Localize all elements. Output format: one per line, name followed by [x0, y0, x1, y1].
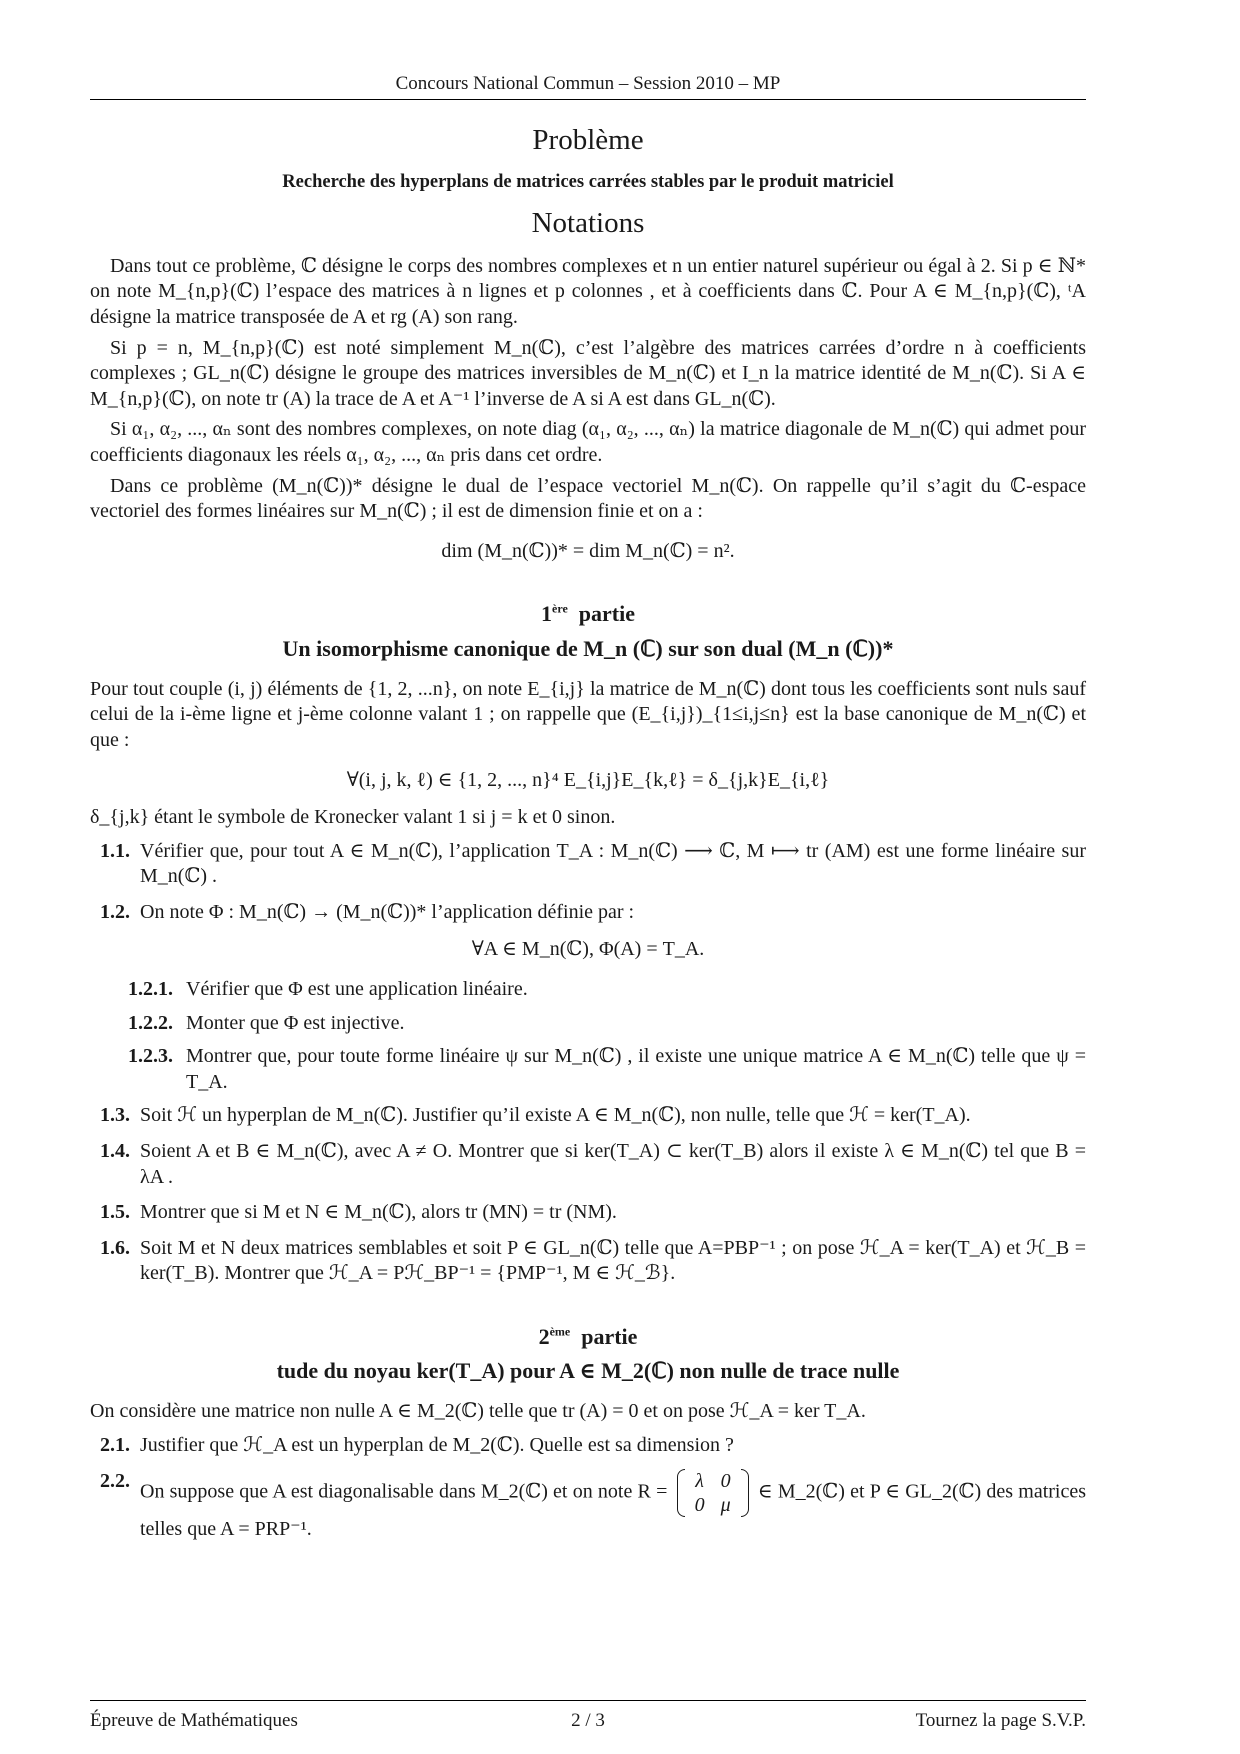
matrix-cell: 0 — [720, 1469, 731, 1492]
part-2-label: partie — [581, 1324, 638, 1350]
part-1-intro: Pour tout couple (i, j) éléments de {1, 2, ...n}, on note E_{i,j} la matrice de M_n(ℂ) dont tous les coefficients sont nuls sauf celui de la i-ème ligne et j-ème colonne valant 1 ; on rappelle que (E_{i,j})_{1≤i,j≤n} est la base canonique de M_n(ℂ) et que : — [90, 677, 1086, 751]
matrix-cell: μ — [720, 1493, 731, 1516]
dual-dimension-equation: dim (M_n(ℂ))* = dim M_n(ℂ) = n². — [441, 539, 735, 562]
footer-right: Tournez la page S.V.P. — [915, 1710, 1086, 1731]
question-1-2 — [90, 900, 1086, 926]
problem-subtitle: Recherche des hyperplans de matrices carrées stables par le produit matriciel — [282, 172, 894, 193]
notations-paragraph: Dans ce problème (M_n(ℂ))* désigne le dual de l’espace vectoriel M_n(ℂ). On rappelle qu’il s’agit du ℂ-espace vectoriel des formes linéaires sur M_n(ℂ) ; il est de dimension finie et on a : — [90, 474, 1086, 523]
question-1-2-1 — [90, 977, 1086, 1003]
question-number: 1.4. — [100, 1140, 130, 1163]
question-text: Montrer que si M et N ∈ M_n(ℂ), alors tr (MN) = tr (NM). — [140, 1201, 617, 1224]
question-text: Monter que Φ est injective. — [186, 1011, 405, 1034]
question-number: 1.2.3. — [128, 1045, 173, 1068]
part-1-number: 1 — [541, 601, 553, 627]
question-number: 1.6. — [100, 1236, 130, 1259]
phi-definition-equation: ∀A ∈ M_n(ℂ), Φ(A) = T_A. — [471, 938, 705, 961]
part-1-ordinal: ère — [552, 602, 568, 617]
question-text: On note Φ : M_n(ℂ) → (M_n(ℂ))* l’application définie par : — [140, 900, 635, 923]
exam-page — [90, 0, 1086, 1754]
part-1-title: Un isomorphisme canonique de M_n (ℂ) sur son dual (M_n (ℂ))* — [282, 635, 894, 661]
question-1-6 — [90, 1236, 1086, 1287]
part-2-title: tude du noyau ker(T_A) pour A ∈ M_2(ℂ) non nulle de trace nulle — [276, 1358, 900, 1384]
part-2-ordinal: ème — [549, 1324, 571, 1339]
matrix-cell: λ — [695, 1469, 704, 1492]
question-text: Justifier que ℋ_A est un hyperplan de M_2(ℂ). Quelle est sa dimension ? — [140, 1433, 734, 1456]
question-number: 1.3. — [100, 1104, 130, 1127]
footer-left: Épreuve de Mathématiques — [90, 1710, 298, 1731]
question-number: 1.1. — [100, 839, 130, 862]
footer-rule — [90, 1700, 1086, 1701]
notations-title: Notations — [531, 206, 645, 239]
question-2-1 — [90, 1433, 1086, 1459]
question-text: Vérifier que, pour tout A ∈ M_n(ℂ), l’application T_A : M_n(ℂ) ⟶ ℂ, M ⟼ tr (AM) est une forme linéaire sur M_n(ℂ) . — [140, 839, 1086, 888]
page-number: 2 / 3 — [571, 1710, 605, 1731]
question-text: Montrer que, pour toute forme linéaire ψ sur M_n(ℂ) , il existe une unique matrice A ∈ M_n(ℂ) telle que ψ = T_A. — [186, 1045, 1086, 1093]
part-1-heading — [90, 600, 1086, 628]
notations-paragraph: Dans tout ce problème, ℂ désigne le corps des nombres complexes et n un entier naturel supérieur ou égal à 2. Si p ∈ ℕ* on note M_{n,p}(ℂ) l’espace des matrices à n lignes et p colonnes , et à coefficients dans ℂ. Pour A ∈ M_{n,p}(ℂ), ᵗA désigne la matrice transposée de A et rg (A) son rang. — [90, 254, 1086, 329]
question-text: Soit M et N deux matrices semblables et soit P ∈ GL_n(ℂ) telle que A=PBP⁻¹ ; on pose ℋ_A = ker(T_A) et ℋ_B = ker(T_B). Montrer que ℋ_A = Pℋ_BP⁻¹ = {PMP⁻¹, M ∈ ℋ_ℬ}. — [140, 1236, 1086, 1285]
question-text: On suppose que A est diagonalisable dans M_2(ℂ) et on note R = — [140, 1480, 668, 1503]
question-text: ∈ M_2(ℂ) et P ∈ GL_2(ℂ) des matrices telles que A = PRP⁻¹. — [140, 1480, 1087, 1540]
question-number: 1.2.1. — [128, 978, 173, 1001]
part-2-number: 2 — [538, 1324, 550, 1350]
question-1-1 — [90, 839, 1086, 890]
question-number: 1.2.2. — [128, 1011, 173, 1034]
question-1-3 — [90, 1103, 1086, 1129]
question-1-2-3 — [90, 1044, 1086, 1095]
part-2-intro: On considère une matrice non nulle A ∈ M_2(ℂ) telle que tr (A) = 0 et on pose ℋ_A = ker T_A. — [90, 1400, 866, 1423]
question-text: Soient A et B ∈ M_n(ℂ), avec A ≠ O. Montrer que si ker(T_A) ⊂ ker(T_B) alors il existe λ ∈ M_n(ℂ) tel que B = λA . — [140, 1140, 1086, 1188]
kronecker-equation: ∀(i, j, k, ℓ) ∈ {1, 2, ..., n}⁴ E_{i,j}E_{k,ℓ} = δ_{j,k}E_{i,ℓ} — [346, 768, 830, 791]
running-header: Concours National Commun – Session 2010 – MP — [395, 73, 781, 94]
question-2-2 — [90, 1469, 1086, 1543]
notations-paragraph: Si p = n, M_{n,p}(ℂ) est noté simplement M_n(ℂ), c’est l’algèbre des matrices carrées d’ordre n à coefficients complexes ; GL_n(ℂ) désigne le groupe des matrices inversibles de M_n(ℂ) et I_n la matrice identité de M_n(ℂ). Si A ∈ M_{n,p}(ℂ), on note tr (A) la trace de A et A⁻¹ l’inverse de A si A est dans GL_n(ℂ). — [90, 336, 1086, 410]
matrix-cell: 0 — [694, 1493, 705, 1516]
part-1-label: partie — [578, 601, 635, 627]
question-1-2-2 — [90, 1011, 1086, 1037]
question-number: 1.2. — [100, 900, 130, 923]
question-1-5 — [90, 1200, 1086, 1226]
problem-title: Problème — [532, 124, 644, 156]
page-content — [90, 122, 1086, 1552]
part-2-heading — [90, 1323, 1086, 1351]
question-text: Vérifier que Φ est une application linéaire. — [186, 978, 528, 1001]
question-number: 2.1. — [100, 1433, 130, 1456]
part-1-after: δ_{j,k} étant le symbole de Kronecker valant 1 si j = k et 0 sinon. — [90, 806, 616, 829]
matrix-r — [677, 1469, 749, 1517]
header-rule — [90, 99, 1086, 100]
question-text: Soit ℋ un hyperplan de M_n(ℂ). Justifier qu’il existe A ∈ M_n(ℂ), non nulle, telle que ℋ = ker(T_A). — [140, 1104, 971, 1127]
question-number: 2.2. — [100, 1469, 130, 1492]
question-1-4 — [90, 1139, 1086, 1190]
question-number: 1.5. — [100, 1201, 130, 1224]
notations-paragraph: Si α₁, α₂, ..., αₙ sont des nombres complexes, on note diag (α₁, α₂, ..., αₙ) la matrice diagonale de M_n(ℂ) qui admet pour coefficients diagonaux les réels α₁, α₂, ..., αₙ pris dans cet ordre. — [90, 418, 1086, 467]
